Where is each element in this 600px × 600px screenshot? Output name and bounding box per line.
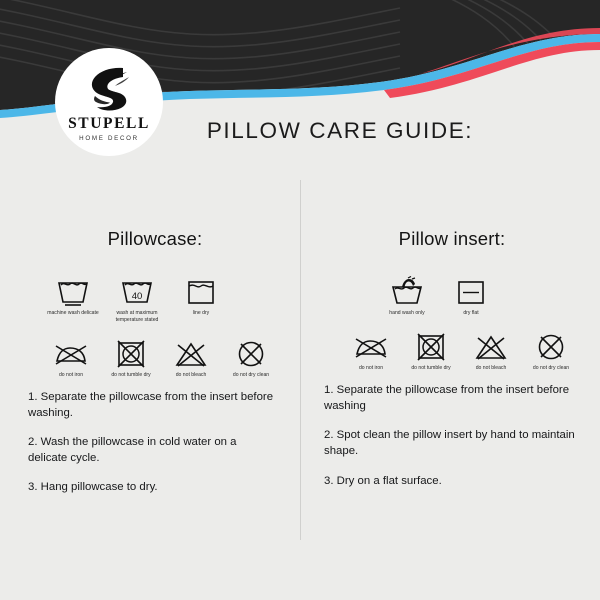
do-not-bleach-icon — [175, 334, 207, 368]
do-not-tumble-dry-caption: do not tumble dry — [111, 371, 151, 378]
do-not-iron-caption: do not iron — [58, 371, 84, 378]
pillow-insert-steps — [322, 382, 578, 489]
brand-tagline: HOME DECOR — [79, 135, 139, 142]
machine-wash-delicate-symbol — [44, 272, 102, 324]
wash-max-temperature-caption: wash at maximum temperature stated — [115, 310, 159, 323]
do-not-dry-clean-icon — [535, 327, 567, 361]
do-not-dry-clean-caption: do not dry clean — [532, 364, 570, 371]
pillowcase-symbol-row-1 — [22, 272, 278, 324]
pillow-insert-step-3: 3. Dry on a flat surface. — [324, 474, 442, 487]
do-not-tumble-dry-caption: do not tumble dry — [411, 364, 451, 371]
do-not-tumble-dry-symbol — [404, 327, 458, 372]
pillowcase-column — [0, 228, 300, 509]
dry-flat-icon — [454, 272, 488, 306]
brand-name: STUPELL — [68, 115, 150, 132]
care-columns — [0, 228, 600, 509]
dry-flat-symbol — [442, 272, 500, 317]
do-not-dry-clean-caption: do not dry clean — [232, 371, 270, 378]
wash-max-temperature-40-icon — [120, 272, 154, 306]
pillow-insert-symbol-row-1 — [322, 272, 578, 317]
do-not-bleach-symbol — [164, 334, 218, 379]
pillowcase-heading: Pillowcase: — [107, 228, 203, 249]
pillow-insert-step-1: 1. Separate the pillowcase from the insert before washing — [324, 383, 570, 412]
line-dry-icon — [184, 272, 218, 306]
pillow-insert-column — [300, 228, 600, 509]
do-not-iron-symbol — [344, 327, 398, 372]
do-not-iron-symbol — [44, 334, 98, 379]
pillow-insert-heading: Pillow insert: — [398, 228, 506, 249]
do-not-tumble-dry-icon — [415, 327, 447, 361]
brand-logo — [55, 48, 163, 156]
do-not-dry-clean-icon — [235, 334, 267, 368]
line-dry-caption: line dry — [192, 310, 210, 316]
do-not-bleach-icon — [475, 327, 507, 361]
do-not-dry-clean-symbol — [524, 327, 578, 372]
hand-wash-only-symbol — [378, 272, 436, 317]
machine-wash-delicate-caption: machine wash delicate — [47, 310, 99, 316]
pillowcase-step-3: 3. Hang pillowcase to dry. — [28, 481, 158, 494]
pillow-insert-symbol-row-2 — [322, 327, 578, 372]
do-not-iron-icon — [53, 334, 89, 368]
pillowcase-step-1: 1. Separate the pillowcase from the insert before washing. — [28, 390, 274, 419]
do-not-bleach-caption: do not bleach — [475, 364, 507, 371]
machine-wash-delicate-icon — [56, 272, 90, 306]
pillowcase-steps — [22, 389, 278, 496]
do-not-tumble-dry-symbol — [104, 334, 158, 379]
swoosh-s-logo-icon — [83, 66, 135, 112]
do-not-tumble-dry-icon — [115, 334, 147, 368]
hand-wash-only-caption: hand wash only — [389, 310, 425, 316]
do-not-bleach-symbol — [464, 327, 518, 372]
do-not-iron-caption: do not iron — [358, 364, 384, 371]
wash-max-temperature-symbol — [108, 272, 166, 324]
do-not-bleach-caption: do not bleach — [175, 371, 207, 378]
do-not-iron-icon — [353, 327, 389, 361]
dry-flat-caption: dry flat — [463, 310, 479, 316]
hand-wash-only-icon — [389, 272, 425, 306]
pillowcase-step-2: 2. Wash the pillowcase in cold water on a delicate cycle. — [28, 436, 237, 465]
pillowcase-symbol-row-2 — [22, 334, 278, 379]
line-dry-symbol — [172, 272, 230, 324]
page-title: PILLOW CARE GUIDE: — [206, 118, 474, 143]
svg-text:40: 40 — [131, 291, 143, 302]
pillow-insert-step-2: 2. Spot clean the pillow insert by hand to maintain shape. — [324, 429, 575, 458]
do-not-dry-clean-symbol — [224, 334, 278, 379]
